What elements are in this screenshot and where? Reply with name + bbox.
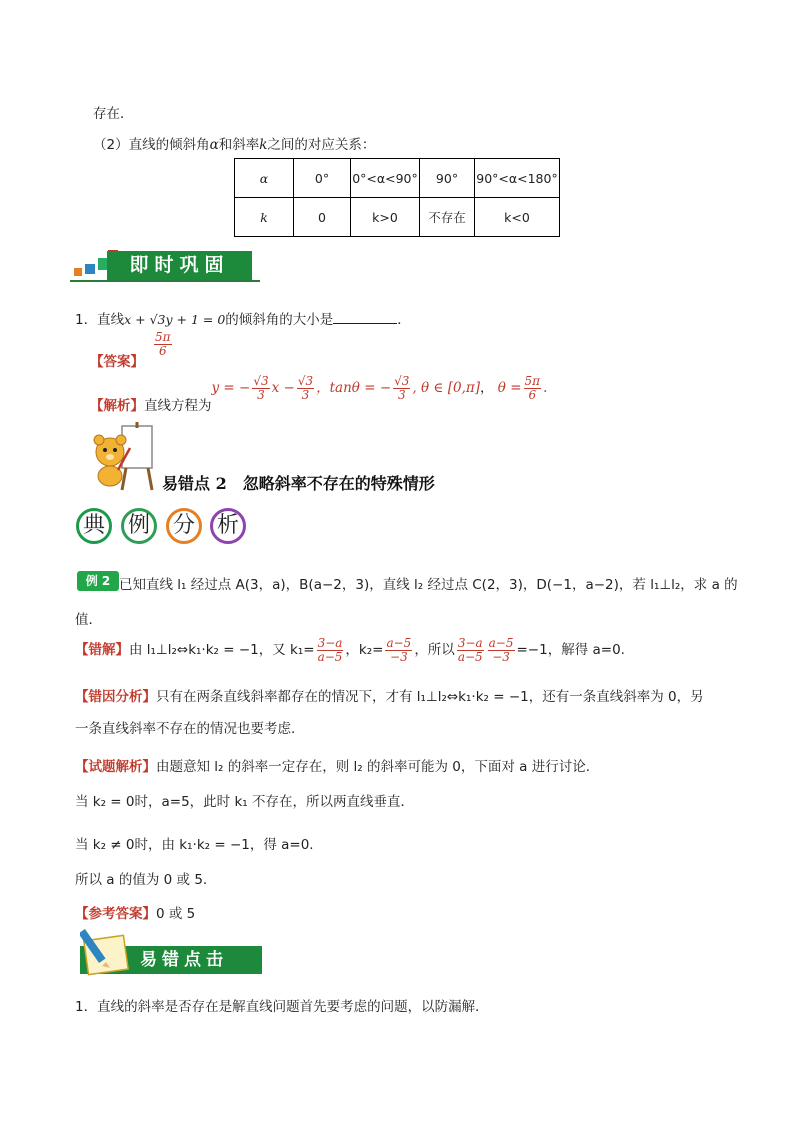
frac-num: 5π: [524, 374, 541, 388]
table-cell: 90°<α<180°: [475, 159, 560, 198]
table-cell: 0: [294, 198, 351, 237]
analysis-formula: [211, 374, 548, 402]
q1-label: 1．直线: [75, 312, 125, 328]
formula-tan: ，tanθ = −: [316, 379, 392, 396]
solution-line1: [75, 755, 599, 775]
banner-instant-review: 即时巩固: [107, 251, 252, 280]
ref-value: 0 或 5: [156, 906, 196, 922]
solution-label: 【试题解析】: [75, 759, 156, 775]
answer-denominator: 6: [158, 343, 167, 358]
example-2-line1: 已知直线 l₁ 经过点 A(3，a)，B(a−2，3)，直线 l₂ 经过点 C(2，3)，D(−1，a−2)，若 l₁⊥l₂，求 a 的: [119, 577, 738, 593]
table-cell: 0°<α<90°: [351, 159, 420, 198]
frac-num: a−5: [386, 636, 412, 650]
item-2-text: （2）直线的倾斜角: [93, 137, 210, 153]
frac-den: −3: [390, 649, 408, 664]
frac-den: 3: [301, 387, 310, 402]
bear-easel-icon: [86, 418, 162, 494]
formula-comma: ，: [480, 379, 494, 396]
answer-fraction: [152, 331, 174, 357]
cause-line1: [75, 685, 704, 705]
formula-theta: θ =: [497, 379, 522, 396]
section-2-title: 易错点 2 忽略斜率不存在的特殊情形: [162, 474, 435, 493]
table-cell: k: [235, 198, 294, 237]
q1-text: 的倾斜角的大小是: [225, 312, 334, 328]
frac-num: 3−a: [317, 636, 343, 650]
dianli-char-3: 分: [166, 508, 202, 544]
dianli-char-2: 例: [121, 508, 157, 544]
frac-den: 3: [257, 387, 265, 402]
table-cell: 不存在: [420, 198, 475, 237]
reference-answer: [75, 902, 195, 922]
cause-label: 【错因分析】: [75, 689, 156, 705]
solution-conclusion: 所以 a 的值为 0 或 5.: [75, 872, 208, 888]
wrong-text-1: 由 l₁⊥l₂⇔k₁·k₂ = −1，又 k₁=: [129, 642, 315, 659]
pencil-paper-icon: [80, 924, 138, 976]
frac-den: a−5: [317, 649, 343, 664]
table-cell: 0°: [294, 159, 351, 198]
formula-x: x −: [271, 379, 295, 396]
frac-den: a−5: [457, 649, 483, 664]
q1-equation: x + √3y + 1 = 0: [124, 312, 226, 327]
table-cell: k>0: [351, 198, 420, 237]
q1-end: ．: [397, 312, 411, 328]
analysis-text: 直线方程为: [144, 397, 212, 414]
example-2-line2: 值．: [75, 612, 102, 628]
wrong-text-2: ，k₂=: [345, 642, 384, 659]
frac-den: 6: [528, 387, 537, 402]
example-2-badge: 例 2: [77, 571, 119, 591]
cause-line2: 一条直线斜率不存在的情况也要考虑．: [75, 721, 305, 737]
frac-den: 3: [397, 387, 406, 402]
frac-num: 3−a: [457, 636, 483, 650]
banner-underline: [70, 280, 260, 282]
frac-num: a−5: [488, 636, 514, 650]
wrong-label: 【错解】: [75, 642, 129, 659]
angle-slope-table: [234, 158, 560, 237]
wrong-text-4: =−1，解得 a=0.: [516, 642, 625, 659]
table-row: [235, 159, 560, 198]
and-slope-text: 和斜率: [218, 137, 260, 153]
formula-range: , θ ∈ [0,π]: [412, 379, 480, 396]
frac-num: √3: [394, 374, 410, 388]
formula-dot: .: [543, 379, 548, 396]
table-cell: 90°: [420, 159, 475, 198]
answer-blank: [333, 311, 397, 324]
solution-case2: 当 k₂ ≠ 0时，由 k₁·k₂ = −1，得 a=0.: [75, 837, 314, 853]
analysis-label: 【解析】: [90, 397, 144, 414]
relation-text: 之间的对应关系：: [267, 137, 376, 153]
dianli-char-1: 典: [76, 508, 112, 544]
item-2-heading: [93, 133, 375, 153]
frac-num: √3: [297, 374, 314, 388]
ref-label: 【参考答案】: [75, 906, 156, 922]
frac-num: √3: [253, 374, 269, 388]
answer-label: 【答案】: [90, 354, 144, 370]
answer-numerator: 5π: [155, 330, 171, 344]
table-cell: k<0: [475, 198, 560, 237]
cause-text-1: 只有在两条直线斜率都存在的情况下，才有 l₁⊥l₂⇔k₁·k₂ = −1，还有一条直线斜率为 0，另: [156, 689, 704, 705]
tip-1: 1．直线的斜率是否存在是解直线问题首先要考虑的问题，以防漏解．: [75, 999, 489, 1015]
solution-case1: 当 k₂ = 0时，a=5，此时 k₁ 不存在，所以两直线垂直．: [75, 794, 414, 810]
k-symbol: k: [259, 137, 268, 153]
question-1: [75, 308, 411, 328]
alpha-symbol: α: [209, 137, 219, 153]
formula-y: y = −: [211, 379, 251, 396]
continued-text: 存在．: [93, 106, 134, 122]
banner-mistake-tips-label: 易错点击: [140, 950, 228, 970]
wrong-solution: [75, 637, 625, 663]
solution-text-1: 由题意知 l₂ 的斜率一定存在，则 l₂ 的斜率可能为 0，下面对 a 进行讨论．: [156, 759, 600, 775]
answer-line: [90, 350, 144, 370]
dianli-char-4: 析: [210, 508, 246, 544]
analysis-line: [90, 374, 548, 414]
wrong-text-3: ，所以: [414, 642, 455, 659]
frac-den: −3: [492, 649, 510, 664]
table-row: [235, 198, 560, 237]
table-cell: α: [235, 159, 294, 198]
